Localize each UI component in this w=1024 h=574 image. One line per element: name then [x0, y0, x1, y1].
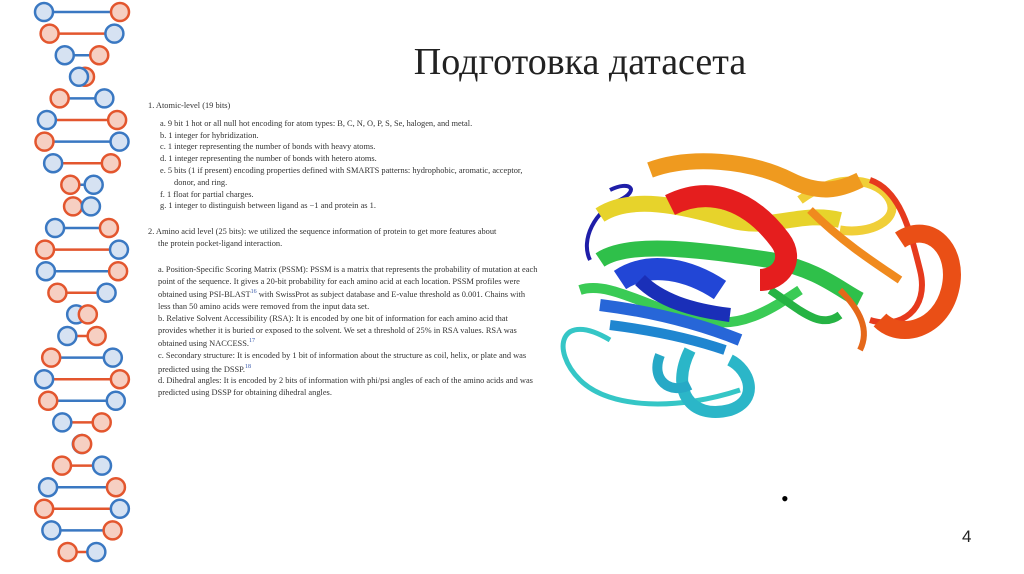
- dna-node: [110, 241, 128, 259]
- dna-node: [88, 327, 106, 345]
- dna-node: [111, 500, 129, 518]
- dna-node: [51, 89, 69, 107]
- dna-node: [79, 305, 97, 323]
- slide-title: Подготовка датасета: [413, 41, 747, 83]
- atomic-item-c: c. 1 integer representing the number of bonds with heavy atoms.: [160, 142, 376, 152]
- dna-node: [56, 46, 74, 64]
- dna-node: [93, 457, 111, 475]
- dna-node: [90, 46, 108, 64]
- dna-node: [48, 284, 66, 302]
- dna-node: [53, 413, 71, 431]
- amino-item-secondary-structure: c. Secondary structure: It is encoded by 1 bit of information about the structure as coil, helix, or plate and was predicted using the DSSP.$^{18}$: [158, 350, 527, 374]
- dna-node: [70, 68, 88, 86]
- dna-node: [82, 197, 100, 215]
- dna-node: [58, 327, 76, 345]
- atomic-item-e: e. 5 bits (1 if present) encoding properties defined with SMARTS patterns: hydrophobic, aromatic, acceptor, donor, and ring.: [160, 165, 523, 187]
- amino-item-pssm: a. Position-Specific Scoring Matrix (PSSM): PSSM is a matrix that represents the probability of mutation at each point of the sequence. It gives a 20-bit probability for each amino acid at each location. PSSM profiles were obtained using PSI-BLAST$^{16}$ with SwissProt as subject database and E-value threshold as 0.001. Chains with less than 50 amino acids were removed from the input data set.: [158, 264, 538, 311]
- dna-node: [111, 133, 129, 151]
- dna-node: [102, 154, 120, 172]
- dna-node: [64, 197, 82, 215]
- empty-bullet: •: [781, 486, 789, 511]
- dna-node: [87, 543, 105, 561]
- atomic-item-d: d. 1 integer representing the number of bonds with hetero atoms.: [160, 154, 377, 164]
- dna-node: [53, 457, 71, 475]
- atomic-item-a: a. 9 bit 1 hot or all null hot encoding for atom types: B, C, N, O, P, S, Se, halogen, and metal.: [160, 118, 473, 128]
- dna-node: [35, 3, 53, 21]
- protein-structure-image: [540, 140, 980, 440]
- dna-node: [44, 154, 62, 172]
- dna-node: [42, 349, 60, 367]
- page-number: 4: [962, 527, 972, 546]
- dna-node: [104, 521, 122, 539]
- dna-node: [35, 370, 53, 388]
- dna-node: [111, 370, 129, 388]
- dna-helix-decoration: [0, 0, 170, 574]
- dna-node: [111, 3, 129, 21]
- dna-node: [95, 89, 113, 107]
- dna-node: [42, 521, 60, 539]
- dna-node: [108, 111, 126, 129]
- dna-node: [73, 435, 91, 453]
- dna-node: [37, 262, 55, 280]
- dna-node: [59, 543, 77, 561]
- dna-node: [61, 176, 79, 194]
- amino-item-rsa: b. Relative Solvent Accessibility (RSA): It is encoded by one bit of information for each amino acid that provides whether it is buried or exposed to the solvent. We set a threshold of 25% in RSA values. RSA was obtained using NACCESS.$^{17}$: [158, 313, 517, 349]
- dna-node: [109, 262, 127, 280]
- dna-node: [35, 500, 53, 518]
- dna-node: [107, 392, 125, 410]
- dna-node: [98, 284, 116, 302]
- dna-node: [100, 219, 118, 237]
- dna-node: [105, 25, 123, 43]
- dna-node: [46, 219, 64, 237]
- amino-level-heading: 2. Amino acid level (25 bits): we utilized the sequence information of protein to get more features about the protein pocket-ligand interaction.: [148, 227, 497, 248]
- dna-node: [36, 241, 54, 259]
- dna-node: [35, 133, 53, 151]
- dna-node: [41, 25, 59, 43]
- dna-node: [93, 413, 111, 431]
- dna-node: [38, 111, 56, 129]
- dna-node: [39, 392, 57, 410]
- dna-node: [39, 478, 57, 496]
- atomic-item-b: b. 1 integer for hybridization.: [160, 130, 259, 140]
- atomic-item-g: g. 1 integer to distinguish between ligand as −1 and protein as 1.: [160, 201, 376, 211]
- dna-node: [107, 478, 125, 496]
- amino-item-dihedral: d. Dihedral angles: It is encoded by 2 bits of information with phi/psi angles of each of the amino acids and was predicted using DSSP for obtaining dihedral angles.: [158, 376, 533, 398]
- document-excerpt: [148, 100, 538, 399]
- atomic-level-heading: 1. Atomic-level (19 bits): [148, 101, 231, 110]
- dna-node: [85, 176, 103, 194]
- atomic-item-f: f. 1 float for partial charges.: [160, 189, 254, 199]
- dna-node: [104, 349, 122, 367]
